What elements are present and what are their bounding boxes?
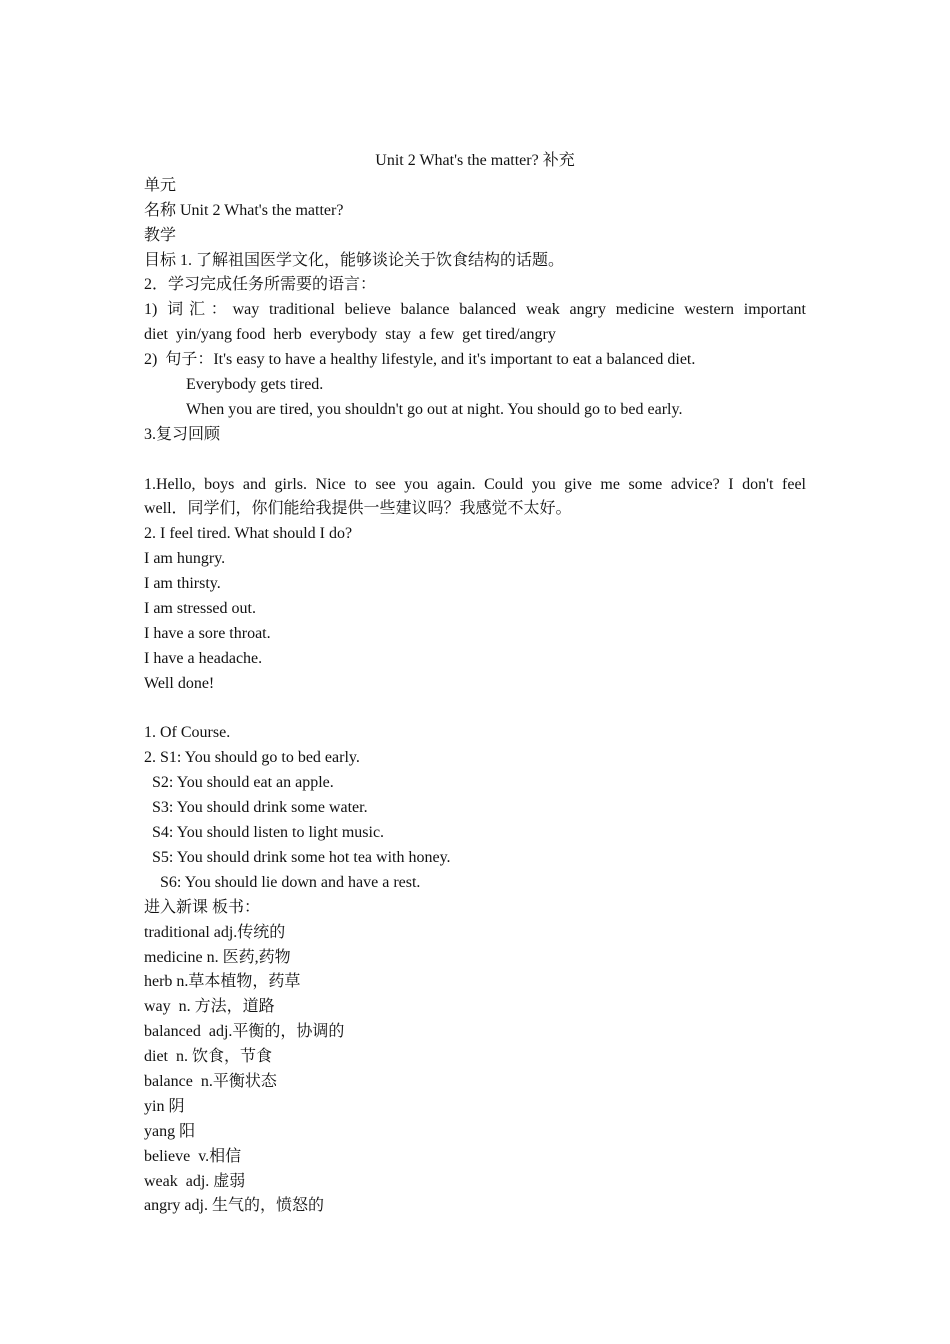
student-line: S4: You should listen to light music. bbox=[152, 824, 385, 842]
board-item: balance n.平衡状态 bbox=[144, 1072, 277, 1090]
board-item: way n. 方法，道路 bbox=[144, 998, 275, 1016]
spacer bbox=[144, 448, 806, 473]
teacher-line: I am hungry. bbox=[144, 550, 226, 568]
teacher-line: I am stressed out. bbox=[144, 600, 256, 618]
board-item: yang 阳 bbox=[144, 1122, 196, 1140]
board-item: herb n.草本植物，药草 bbox=[144, 973, 301, 991]
student-line: S5: You should drink some hot tea with honey. bbox=[152, 848, 451, 866]
teacher-line: Well done! bbox=[144, 674, 215, 692]
board-item: angry adj. 生气的，愤怒的 bbox=[144, 1197, 324, 1215]
document-body bbox=[144, 149, 806, 1219]
teacher-line: I have a headache. bbox=[144, 649, 263, 667]
board-item: weak adj. 虚弱 bbox=[144, 1172, 246, 1190]
objective-2: 2．学习完成任务所需要的语言： bbox=[144, 276, 377, 294]
board-item: medicine n. 医药,药物 bbox=[144, 948, 291, 966]
student-line: S2: You should eat an apple. bbox=[152, 774, 334, 792]
teacher-line: 2. I feel tired. What should I do? bbox=[144, 525, 353, 543]
student-line: 2. S1: You should go to bed early. bbox=[144, 749, 360, 767]
sentence-example: When you are tired, you shouldn't go out at night. You should go to bed early. bbox=[186, 400, 683, 418]
board-heading: 进入新课 板书： bbox=[144, 898, 261, 916]
board-item: balanced adj.平衡的，协调的 bbox=[144, 1023, 345, 1041]
board-item: diet n. 饮食，节食 bbox=[144, 1048, 272, 1066]
teacher-line: 1.Hello, boys and girls. Nice to see you again. Could you give me some advice? I don't feel bbox=[144, 475, 806, 493]
board-item: traditional adj.传统的 bbox=[144, 923, 286, 941]
review-heading: 3.复习回顾 bbox=[144, 425, 221, 443]
spacer bbox=[144, 697, 806, 722]
sentences-line: 2) 句子：It's easy to have a healthy lifestyle, and it's important to eat a balanced diet. bbox=[144, 351, 696, 369]
teaching-label: 教学 bbox=[144, 226, 177, 244]
teacher-line: well．同学们，你们能给我提供一些建议吗？我感觉不太好。 bbox=[144, 500, 572, 518]
unit-name-line: 名称 Unit 2 What's the matter? bbox=[144, 201, 344, 219]
sentence-example: Everybody gets tired. bbox=[186, 376, 324, 394]
teaching-goal-line: 目标 1. 了解祖国医学文化，能够谈论关于饮食结构的话题。 bbox=[144, 251, 565, 269]
student-line: S3: You should drink some water. bbox=[152, 799, 368, 817]
document-title: Unit 2 What's the matter? 补充 bbox=[375, 152, 575, 169]
vocabulary-line-2: diet yin/yang food herb everybody stay a few get tired/angry bbox=[144, 326, 556, 344]
unit-label: 单元 bbox=[144, 176, 177, 194]
board-item: believe v.相信 bbox=[144, 1147, 242, 1165]
student-line: S6: You should lie down and have a rest. bbox=[160, 873, 421, 891]
board-item: yin 阴 bbox=[144, 1097, 185, 1115]
vocabulary-line-1: 1) 词汇：way traditional believe balance balanced weak angry medicine western important bbox=[144, 301, 806, 319]
teacher-line: I have a sore throat. bbox=[144, 624, 271, 642]
student-line: 1. Of Course. bbox=[144, 724, 231, 742]
teacher-line: I am thirsty. bbox=[144, 575, 221, 593]
